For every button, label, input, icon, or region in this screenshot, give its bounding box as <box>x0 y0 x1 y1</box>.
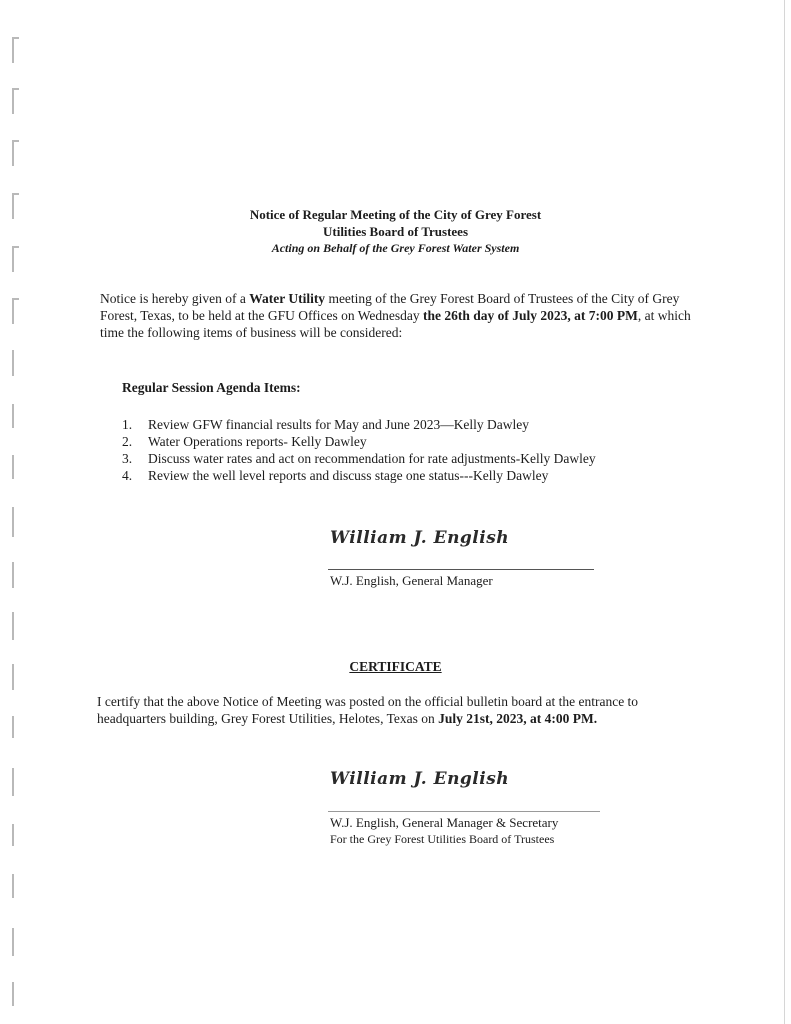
signer-name: W.J. English, General Manager & Secretary <box>330 815 559 830</box>
binder-mark <box>12 298 19 300</box>
agenda-item-text: Review GFW financial results for May and June 2023—Kelly Dawley <box>148 417 530 432</box>
binder-mark <box>12 37 19 39</box>
agenda-item <box>122 450 596 467</box>
agenda-item-text: Water Operations reports- Kelly Dawley <box>148 434 367 449</box>
agenda-item-number: 4. <box>122 468 133 483</box>
binder-mark <box>12 768 14 796</box>
notice-subtitle: Acting on Behalf of the Grey Forest Water System <box>271 241 520 255</box>
notice-title: Notice of Regular Meeting of the City of Grey Forest <box>249 207 542 222</box>
binder-mark <box>12 455 14 479</box>
agenda-item-number: 1. <box>122 417 133 432</box>
signer-affiliation: For the Grey Forest Utilities Board of Trustees <box>330 832 555 846</box>
binder-mark <box>12 193 19 195</box>
agenda-item <box>122 433 596 450</box>
signer-name: W.J. English, General Manager <box>330 573 493 588</box>
certificate-title: CERTIFICATE <box>349 659 442 674</box>
notice-text: Notice is hereby given of a <box>100 291 250 306</box>
binder-mark <box>12 716 14 738</box>
binder-mark <box>12 928 14 956</box>
agenda-item <box>122 416 596 433</box>
agenda-item <box>122 467 596 484</box>
binder-mark <box>12 88 14 114</box>
agenda-list <box>122 416 596 484</box>
agenda-item-number: 3. <box>122 451 133 466</box>
posting-date: July 21st, 2023, at 4:00 PM. <box>438 711 598 726</box>
signature-line <box>328 811 600 812</box>
binder-mark <box>12 88 19 90</box>
binder-mark <box>12 824 14 846</box>
binder-mark <box>12 982 14 1006</box>
signature-image: William J. English <box>330 528 510 548</box>
binder-mark <box>12 507 14 537</box>
agenda-item-text: Review the well level reports and discuss stage one status---Kelly Dawley <box>148 468 549 483</box>
agenda-item-text: Discuss water rates and act on recommendation for rate adjustments-Kelly Dawley <box>148 451 596 466</box>
page-edge <box>784 0 785 1024</box>
board-name: Utilities Board of Trustees <box>322 224 469 239</box>
notice-paragraph <box>100 290 700 341</box>
certificate-paragraph <box>97 693 707 727</box>
binder-mark <box>12 874 14 898</box>
agenda-title: Regular Session Agenda Items: <box>122 380 301 395</box>
binder-mark <box>12 298 14 324</box>
binder-mark <box>12 37 14 63</box>
binder-mark <box>12 350 14 376</box>
meeting-date: the 26th day of July 2023, at 7:00 PM <box>423 308 638 323</box>
binder-mark <box>12 140 19 142</box>
notice-text: meeting of the Grey Forest Board of Trustees of the City of Grey Forest, Texas, to be held at the GFU Offices on Wednesday <box>100 291 680 323</box>
binder-mark <box>12 140 14 166</box>
notice-text: , at which time the following items of business will be considered: <box>100 308 691 340</box>
signature-image: William J. English <box>330 769 510 789</box>
signature-line <box>328 569 594 570</box>
notice-bold: Water Utility <box>249 291 326 306</box>
agenda-item-number: 2. <box>122 434 133 449</box>
certificate-text: I certify that the above Notice of Meeting was posted on the official bulletin board at the entrance to headquarters building, Grey Forest Utilities, Helotes, Texas on <box>97 694 639 726</box>
binder-mark <box>12 404 14 428</box>
binder-mark <box>12 562 14 588</box>
binder-mark <box>12 612 14 640</box>
